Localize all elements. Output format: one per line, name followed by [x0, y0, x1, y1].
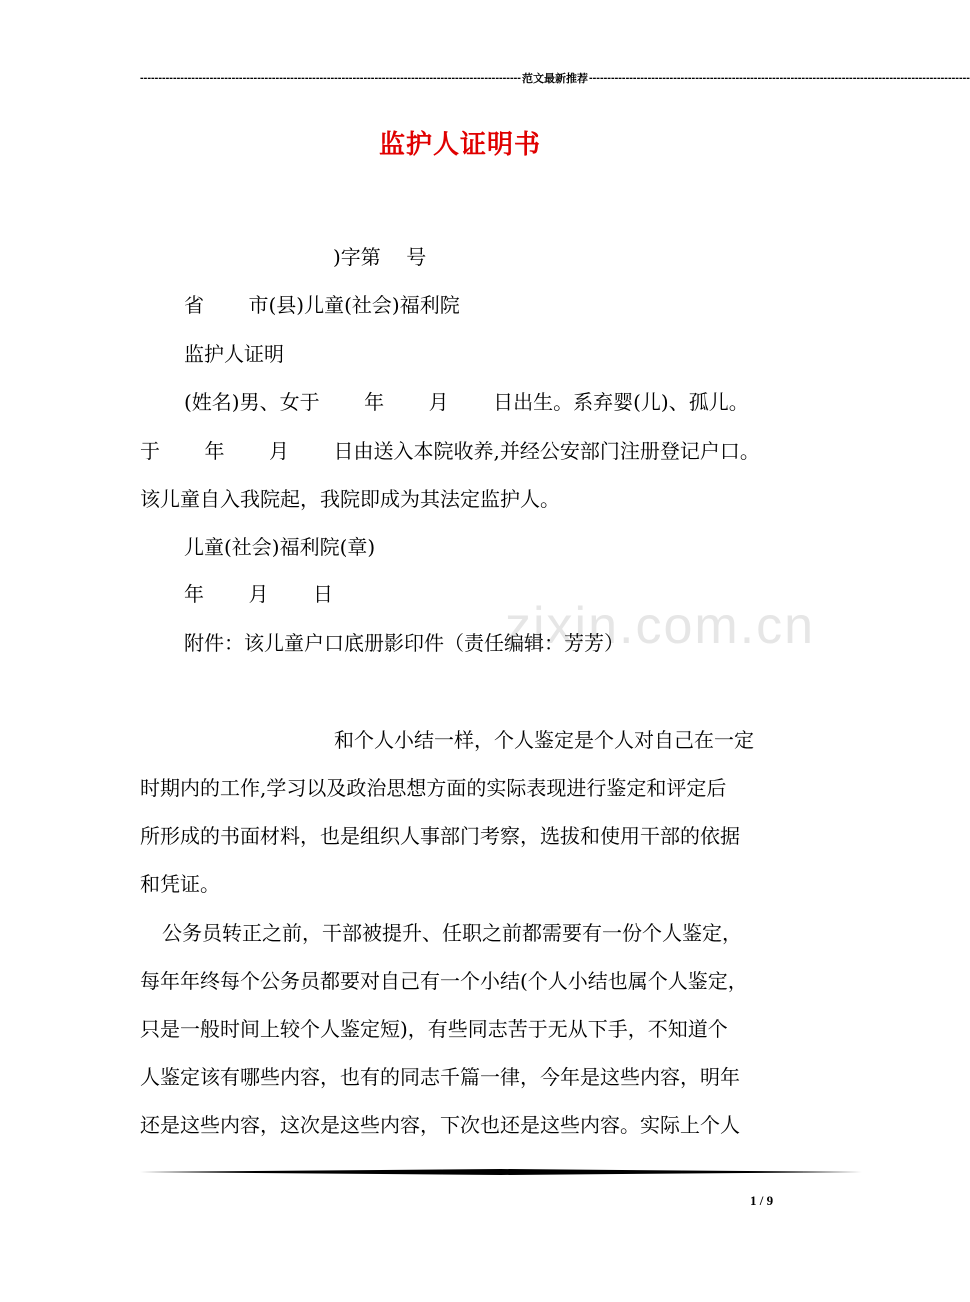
- document-title: 监护人证明书: [378, 130, 541, 160]
- header-left-dashes: --------------------------------------------------------------------------------------------------------: [140, 72, 521, 84]
- article-p2-line2: 每年年终每个公务员都要对自己有一个小结(个人小结也属个人鉴定，: [140, 969, 748, 993]
- certificate-heading: 监护人证明: [184, 342, 284, 366]
- institution-line: 省 市(县)儿童(社会)福利院: [184, 293, 460, 317]
- attachment-line: 附件：该儿童户口底册影印件（责任编辑：芳芳）: [184, 631, 624, 655]
- article-p2-line1: 公务员转正之前，干部被提升、任职之前都需要有一份个人鉴定，: [162, 921, 742, 945]
- footer-rule: [140, 1169, 862, 1175]
- article-p1-line1: 和个人小结一样，个人鉴定是个人对自己在一定: [334, 728, 754, 752]
- birth-line: (姓名)男、女于 年 月 日出生。系弃婴(儿)、孤儿。: [184, 390, 749, 414]
- header-right-dashes: --------------------------------------------------------------------------------------------------------: [588, 72, 970, 84]
- date-line: 年 月 日: [184, 582, 334, 606]
- article-p1-line4: 和凭证。: [140, 872, 220, 896]
- article-p2-line3: 只是一般时间上较个人鉴定短)，有些同志苦于无从下手，不知道个: [140, 1017, 728, 1041]
- page-header: [140, 70, 970, 86]
- header-label: 范文最新推荐: [521, 73, 588, 85]
- watermark: zixin.com.cn: [505, 597, 816, 655]
- seal-line: 儿童(社会)福利院(章): [184, 535, 376, 559]
- number-line: )字第 号: [333, 245, 427, 269]
- article-p1-line3: 所形成的书面材料，也是组织人事部门考察，选拔和使用干部的依据: [140, 824, 740, 848]
- admission-line: 于 年 月 日由送入本院收养,并经公安部门注册登记户口。: [140, 439, 760, 463]
- guardian-line: 该儿童自入我院起，我院即成为其法定监护人。: [140, 487, 560, 511]
- page-number: 1 / 9: [750, 1193, 774, 1208]
- article-p1-line2: 时期内的工作,学习以及政治思想方面的实际表现进行鉴定和评定后: [140, 776, 727, 800]
- article-p2-line5: 还是这些内容，这次是这些内容，下次也还是这些内容。实际上个人: [140, 1113, 740, 1137]
- article-p2-line4: 人鉴定该有哪些内容，也有的同志千篇一律，今年是这些内容，明年: [140, 1065, 740, 1089]
